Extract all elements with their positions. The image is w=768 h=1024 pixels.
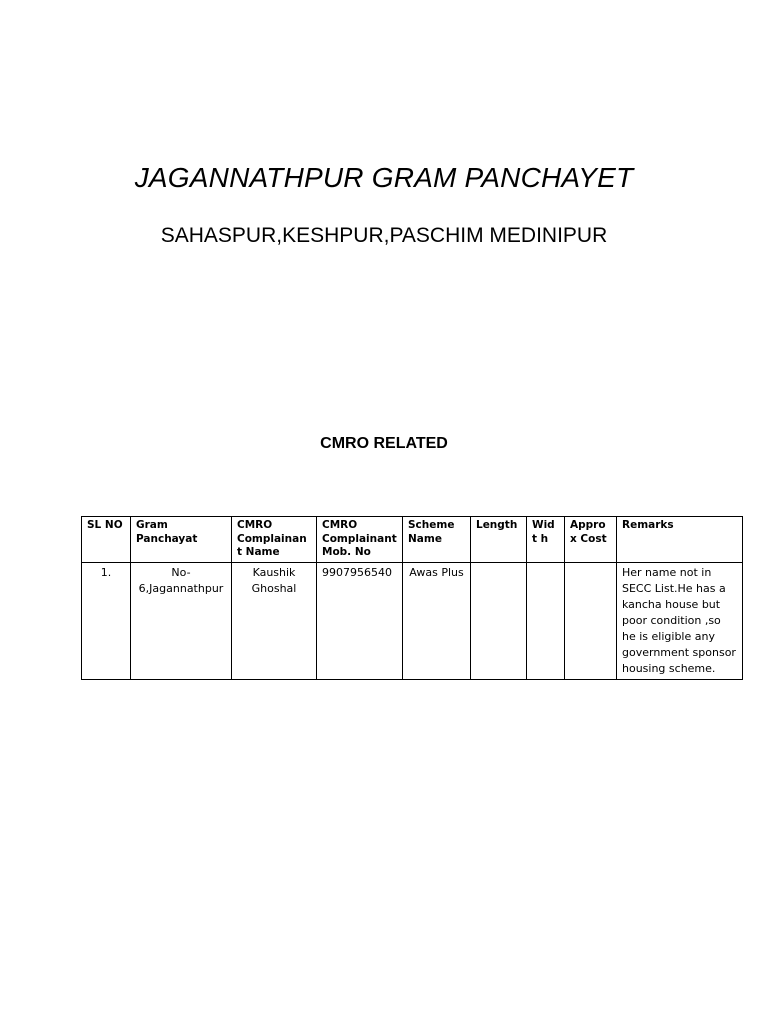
cell-remarks: Her name not in SECC List.He has a kancha house but poor condition ,so he is eligible any government sponsor housing scheme. bbox=[617, 562, 743, 679]
cell-length bbox=[471, 562, 527, 679]
cell-gram-panchayat: No-6,Jagannathpur bbox=[131, 562, 232, 679]
table-row bbox=[82, 562, 743, 679]
cell-complainant-name: Kaushik Ghoshal bbox=[232, 562, 317, 679]
header-complainant-name: CMRO Complainant Name bbox=[232, 517, 317, 563]
header-sl-no: SL NO bbox=[82, 517, 131, 563]
document-subtitle: SAHASPUR,KESHPUR,PASCHIM MEDINIPUR bbox=[160, 224, 608, 247]
cell-scheme-name: Awas Plus bbox=[403, 562, 471, 679]
header-width: Widt h bbox=[527, 517, 565, 563]
cell-sl-no: 1. bbox=[82, 562, 131, 679]
cell-width bbox=[527, 562, 565, 679]
header-scheme-name: Scheme Name bbox=[403, 517, 471, 563]
section-heading: CMRO RELATED bbox=[320, 435, 448, 452]
cell-complainant-mob: 9907956540 bbox=[317, 562, 403, 679]
cell-approx-cost bbox=[565, 562, 617, 679]
header-length: Length bbox=[471, 517, 527, 563]
header-remarks: Remarks bbox=[617, 517, 743, 563]
table-header-row bbox=[82, 517, 743, 563]
header-gram-panchayat: Gram Panchayat bbox=[131, 517, 232, 563]
document-title: JAGANNATHPUR GRAM PANCHAYET bbox=[134, 162, 634, 193]
cmro-table bbox=[81, 516, 743, 680]
header-approx-cost: Approx Cost bbox=[565, 517, 617, 563]
header-complainant-mob: CMRO Complainant Mob. No bbox=[317, 517, 403, 563]
